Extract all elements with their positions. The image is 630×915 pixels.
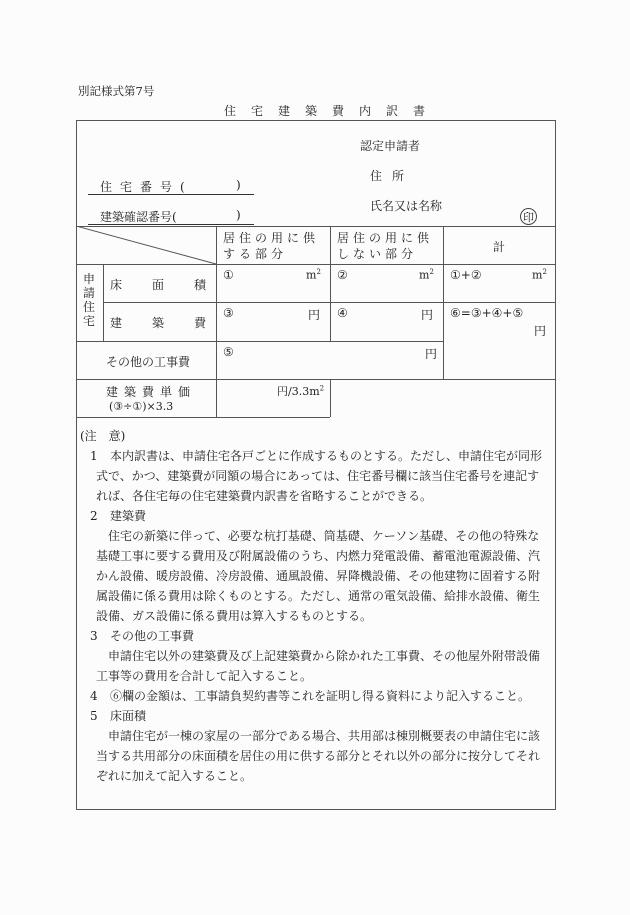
note-title: 建築費	[110, 509, 147, 523]
note-line: 当する共用部分の床面積を居住の用に供する部分とそれ以外の部分に按分してそれ	[96, 749, 541, 763]
note-item	[80, 446, 550, 466]
construction-cost-residential-unit: 円	[308, 308, 321, 322]
other-cost-label: その他の工事費	[106, 355, 191, 369]
note-number: 4	[90, 689, 98, 703]
floor-area-label: 床面積	[110, 278, 237, 292]
floor-area-non-residential-mark: ②	[337, 268, 348, 282]
floor-area-residential-unit: $m^2$	[306, 268, 321, 282]
notes-heading: (注 意)	[80, 429, 126, 443]
building-confirmation-number-label: 建築確認番号(	[100, 210, 177, 224]
building-confirmation-close-paren: )	[236, 208, 241, 222]
building-confirmation-number-field[interactable]	[88, 208, 254, 225]
grid-line	[330, 226, 331, 341]
address-field-label[interactable]: 住所	[370, 169, 415, 183]
note-line: 式で、かつ、建築費が同額の場合にあっては、住宅番号欄に該当住宅番号を連記す	[96, 469, 540, 483]
house-number-field[interactable]	[88, 178, 254, 195]
note-title: その他の工事費	[110, 629, 195, 643]
floor-area-residential-mark: ①	[223, 268, 234, 282]
note-line: 住宅の新築に伴って、必要な杭打基礎、筒基礎、ケーソン基礎、その他の特殊な	[96, 529, 540, 543]
construction-cost-label: 建築費	[110, 316, 237, 330]
note-item	[80, 706, 550, 726]
notes-section	[80, 426, 550, 786]
floor-area-total-formula: ①+②	[450, 268, 482, 282]
note-item	[80, 506, 550, 526]
note-line: 基礎工事に要する費用及び附属設備のうち、内燃力発電設備、蓄電池電源設備、汽	[96, 549, 541, 563]
unit-price-label: 建築費単価	[106, 385, 197, 399]
floor-area-non-residential-unit: $m^2$	[419, 268, 434, 282]
construction-cost-residential-mark: ③	[223, 306, 234, 320]
note-line: 設備、ガス設備に係る費用は算入するものとする。	[96, 609, 373, 623]
note-number: 5	[90, 709, 98, 723]
note-number: 1	[90, 449, 98, 463]
diagonal-divider	[76, 226, 217, 265]
row-group-label: 申請住宅	[83, 272, 96, 328]
col-header-non-residential: 居住の用に供しない部分	[337, 231, 434, 261]
note-number: 3	[90, 629, 98, 643]
grid-line	[443, 302, 556, 303]
unit-price-unit: 円$/3.3m^2$	[277, 384, 325, 398]
form-number: 別記様式第7号	[78, 84, 155, 98]
note-line: 申請住宅が一棟の家屋の一部分である場合、共用部は棟別概要表の申請住宅に該	[96, 729, 541, 743]
note-line: 申請住宅以外の建築費及び上記建築費から除かれた工事費、その他屋外附帯設備	[96, 649, 541, 663]
other-cost-mark: ⑤	[223, 345, 234, 359]
construction-cost-total-unit: 円	[534, 324, 547, 338]
other-cost-unit: 円	[425, 347, 438, 361]
house-number-label: 住宅番号(	[100, 180, 193, 194]
applicant-label: 認定申請者	[360, 139, 421, 153]
document-title: 住宅建築費内訳書	[224, 104, 441, 118]
seal-icon: 印	[520, 208, 537, 225]
note-item	[80, 626, 550, 646]
house-number-close-paren: )	[236, 178, 241, 192]
note-line: かん設備、暖房設備、冷房設備、通風設備、昇降機設備、その他建物に固着する附	[96, 569, 541, 583]
note-item	[80, 686, 550, 706]
name-field-label[interactable]: 氏名又は名称	[370, 199, 443, 213]
grid-line	[76, 379, 556, 380]
grid-line	[103, 264, 104, 341]
note-title: ⑥欄の金額は、工事請負契約書等これを証明し得る資料により記入すること。	[110, 689, 531, 703]
grid-line	[76, 417, 330, 418]
grid-line	[443, 226, 444, 379]
grid-line	[76, 341, 443, 342]
unit-price-formula: (③÷①)×3.3	[109, 400, 174, 413]
construction-cost-total-formula: ⑥=③+④+⑤	[450, 306, 524, 320]
floor-area-total-unit: $m^2$	[532, 268, 547, 282]
note-line: 工事等の費用を合計して記入すること。	[96, 669, 313, 683]
col-header-total: 計	[493, 240, 506, 254]
grid-line	[330, 379, 331, 417]
note-number: 2	[90, 509, 98, 523]
note-line: ぞれに加えて記入すること。	[96, 769, 253, 783]
note-title: 本内訳書は、申請住宅各戸ごとに作成するものとする。ただし、申請住宅が同形	[110, 449, 543, 463]
note-line: れば、各住宅毎の住宅建築費内訳書を省略することができる。	[96, 489, 433, 503]
note-line: 属設備に係る費用は除くものとする。ただし、通常の電気設備、給排水設備、衛生	[96, 589, 541, 603]
col-header-residential: 居住の用に供する部分	[223, 231, 320, 261]
construction-cost-non-residential-mark: ④	[337, 306, 348, 320]
construction-cost-non-residential-unit: 円	[421, 308, 434, 322]
note-title: 床面積	[110, 709, 147, 723]
grid-line	[103, 302, 443, 303]
